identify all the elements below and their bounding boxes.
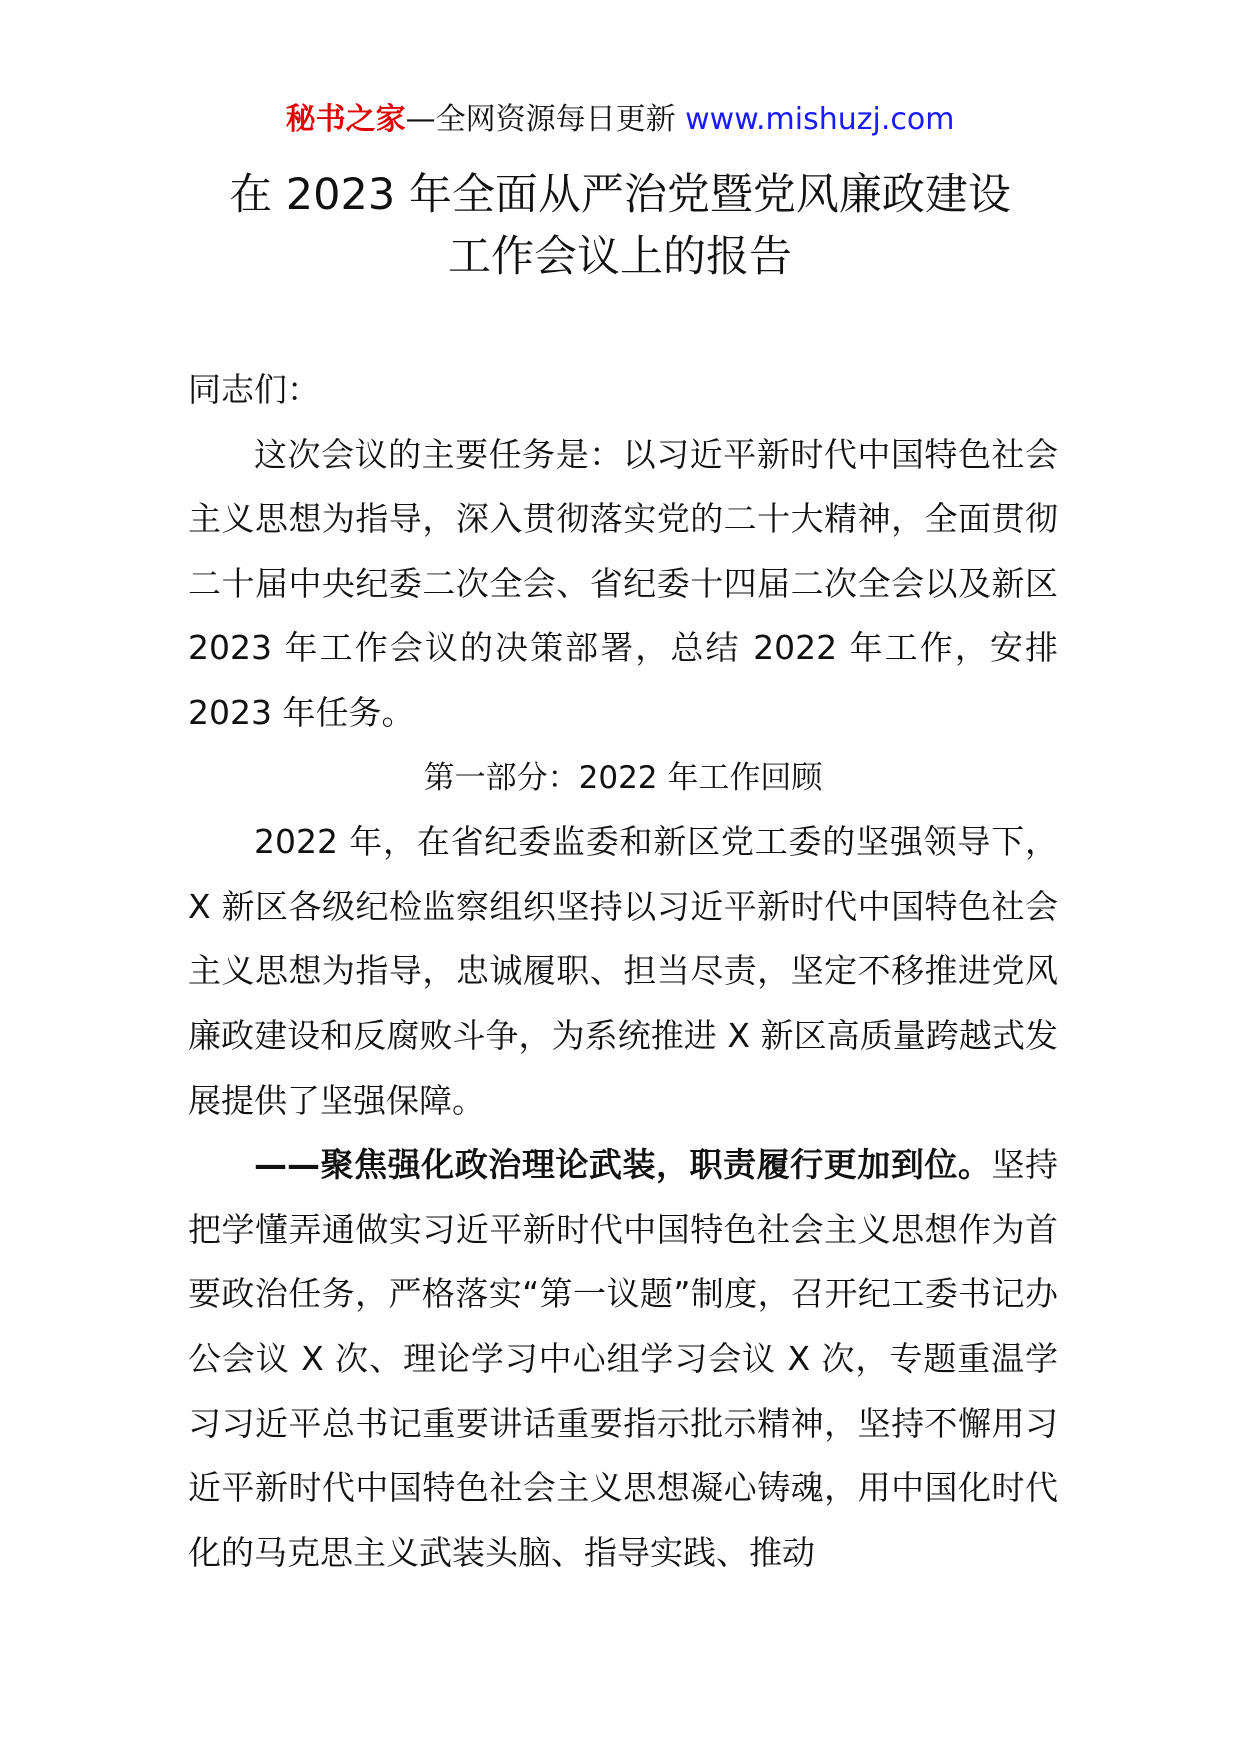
paragraph-1: 这次会议的主要任务是：以习近平新时代中国特色社会主义思想为指导，深入贯彻落实党的二十大精神，全面贯彻二十届中央纪委二次全会、省纪委十四届二次全会以及新区 2023 年工作会议的决策部署，总结 2022 年工作，安排 2023 年任务。 — [188, 434, 1058, 732]
brand-name: 秘书之家 — [285, 102, 406, 137]
title-line-2: 工作会议上的报告 — [448, 232, 792, 282]
site-url-link[interactable]: www.mishuzj.com — [685, 102, 955, 137]
document-body — [188, 358, 1058, 1585]
paragraph-3-rest: 坚持把学懂弄通做实习近平新时代中国特色社会主义思想作为首要政治任务，严格落实“第一议题”制度，召开纪工委书记办公会议 X 次、理论学习中心组学习会议 X 次，专题重温学习习近平总书记重要讲话重要指示批示精神，坚持不懈用习近平新时代中国特色社会主义思想凝心铸魂，用中国化时代化的马克思主义武装头脑、指导实践、推动 — [188, 1145, 1059, 1572]
title-line-1: 在 2023 年全面从严治党暨党风廉政建设 — [229, 170, 1011, 220]
header-tagline: —全网资源每日更新 — [405, 102, 676, 137]
paragraph-2: 2022 年，在省纪委监委和新区党工委的坚强领导下，X 新区各级纪检监察组织坚持以习近平新时代中国特色社会主义思想为指导，忠诚履职、担当尽责，坚定不移推进党风廉政建设和反腐败斗争，为系统推进 X 新区高质量跨越式发展提供了坚强保障。 — [188, 822, 1058, 1120]
site-header — [0, 100, 1240, 140]
section-heading: 第一部分：2022 年工作回顾 — [423, 759, 823, 796]
salutation: 同志们： — [188, 370, 320, 409]
paragraph-3-lead: ——聚焦强化政治理论武装，职责履行更加到位。 — [254, 1145, 992, 1185]
paragraph-3 — [188, 1133, 1058, 1585]
document-title — [0, 164, 1240, 288]
